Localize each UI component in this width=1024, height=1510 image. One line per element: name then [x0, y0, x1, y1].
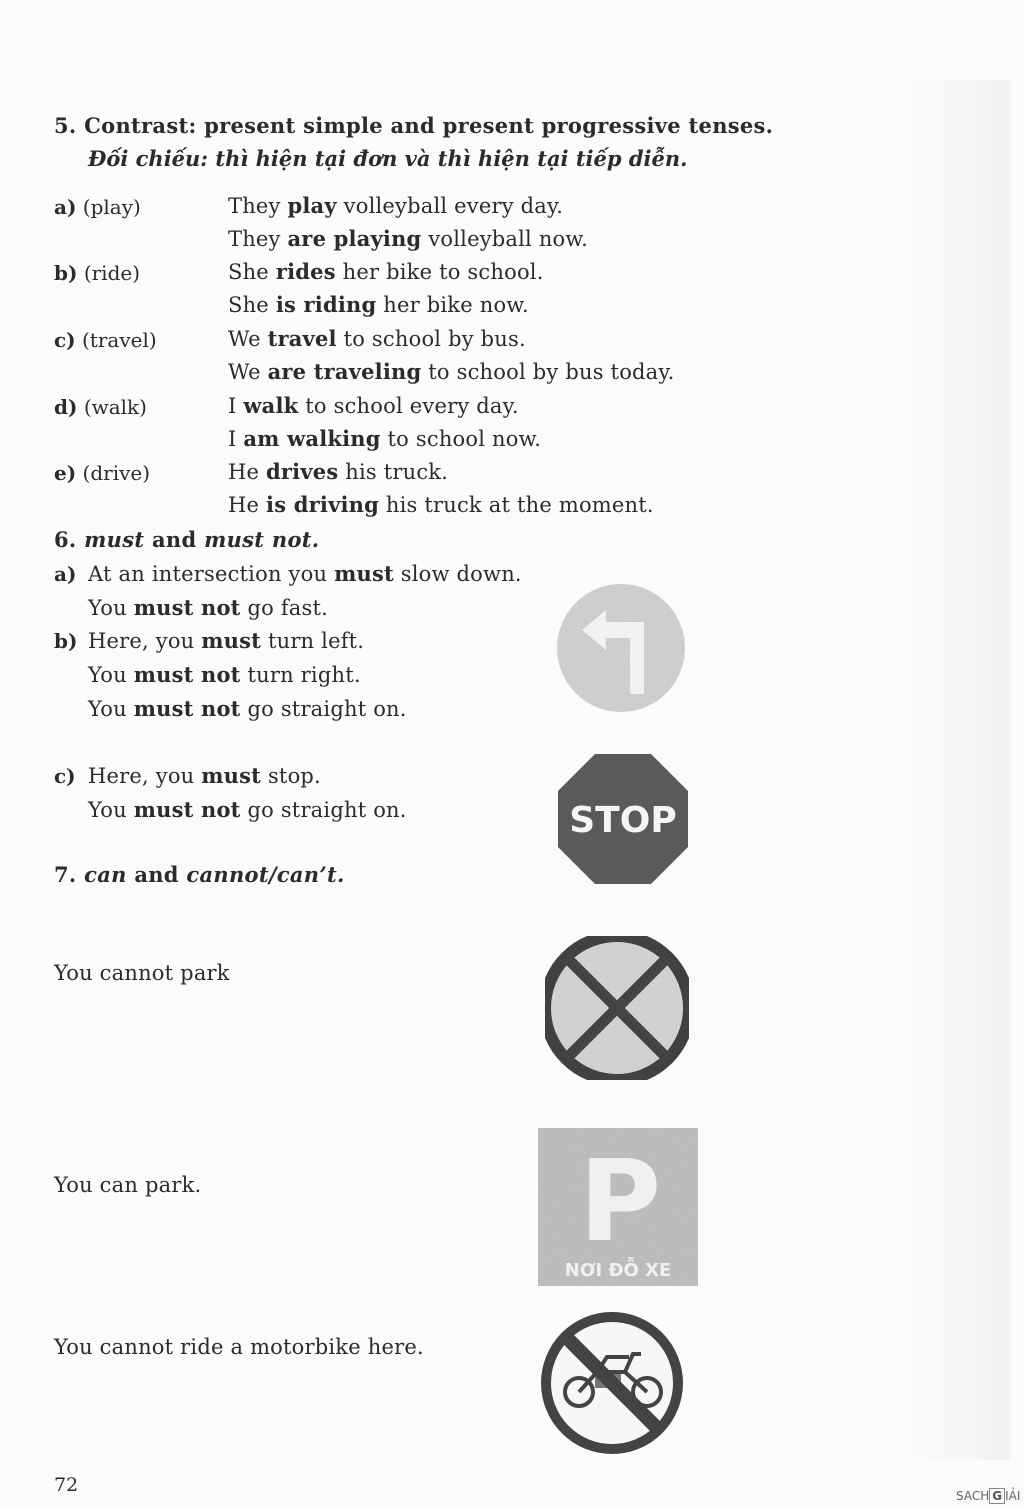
stop-sign-text: STOP	[569, 800, 677, 841]
section6-item-label: a)	[54, 562, 77, 586]
section6-sentence: You must not go straight on.	[88, 696, 407, 721]
section6-sentence: You must not go straight on.	[88, 797, 407, 822]
section6-heading: 6. must and must not.	[54, 527, 320, 552]
section6-sentence: You must not turn right.	[88, 662, 361, 687]
section5-sentence: They play volleyball every day.	[228, 193, 564, 218]
caption-no-motorbike: You cannot ride a motorbike here.	[54, 1335, 424, 1359]
section5-sentence: He is driving his truck at the moment.	[228, 492, 654, 517]
no-parking-sign	[537, 928, 697, 1088]
section7-heading: 7. can and cannot/can’t.	[54, 862, 345, 887]
section6-sentence: Here, you must stop.	[88, 763, 321, 788]
section5-sentence: I walk to school every day.	[228, 393, 519, 418]
section6-sentence: At an intersection you must slow down.	[88, 561, 522, 586]
section5-item-label: c) (travel)	[54, 328, 157, 352]
section6-item-label: b)	[54, 629, 78, 653]
section5-sentence: She is riding her bike now.	[228, 292, 529, 317]
section5-sentence: We travel to school by bus.	[228, 326, 526, 351]
page-number: 72	[54, 1474, 79, 1496]
section5-item-label: e) (drive)	[54, 461, 151, 485]
section5-sentence: She rides her bike to school.	[228, 259, 544, 284]
section6-sentence: You must not go fast.	[88, 595, 329, 620]
parking-sign-text: NƠI ĐỖ XE	[564, 1260, 672, 1281]
section5-sentence: We are traveling to school by bus today.	[228, 359, 675, 384]
page-edge-shadow	[900, 80, 1010, 1460]
caption-no-parking: You cannot park	[54, 961, 230, 985]
section5-item-label: b) (ride)	[54, 261, 141, 285]
parking-sign	[538, 1128, 698, 1286]
caption-parking: You can park.	[54, 1173, 202, 1197]
section5-item-label: d) (walk)	[54, 395, 147, 419]
section6-item-label: c)	[54, 764, 76, 788]
section5-sentence: They are playing volleyball now.	[228, 226, 588, 251]
section5-sentence: He drives his truck.	[228, 459, 449, 484]
no-motorbike-sign	[537, 1312, 687, 1454]
section6-sentence: Here, you must turn left.	[88, 628, 365, 653]
parking-sign-letter: P	[578, 1137, 662, 1267]
section5-item-label: a) (play)	[54, 195, 141, 219]
stop-sign	[556, 752, 690, 886]
section5-heading: 5. Contrast: present simple and present progressive tenses.	[54, 113, 774, 138]
turn-left-sign	[554, 582, 688, 714]
section5-sentence: I am walking to school now.	[228, 426, 542, 451]
section5-subtitle: Đối chiếu: thì hiện tại đơn và thì hiện tại tiếp diễn.	[88, 146, 688, 171]
watermark: SACH G IẢI	[956, 1489, 1021, 1503]
